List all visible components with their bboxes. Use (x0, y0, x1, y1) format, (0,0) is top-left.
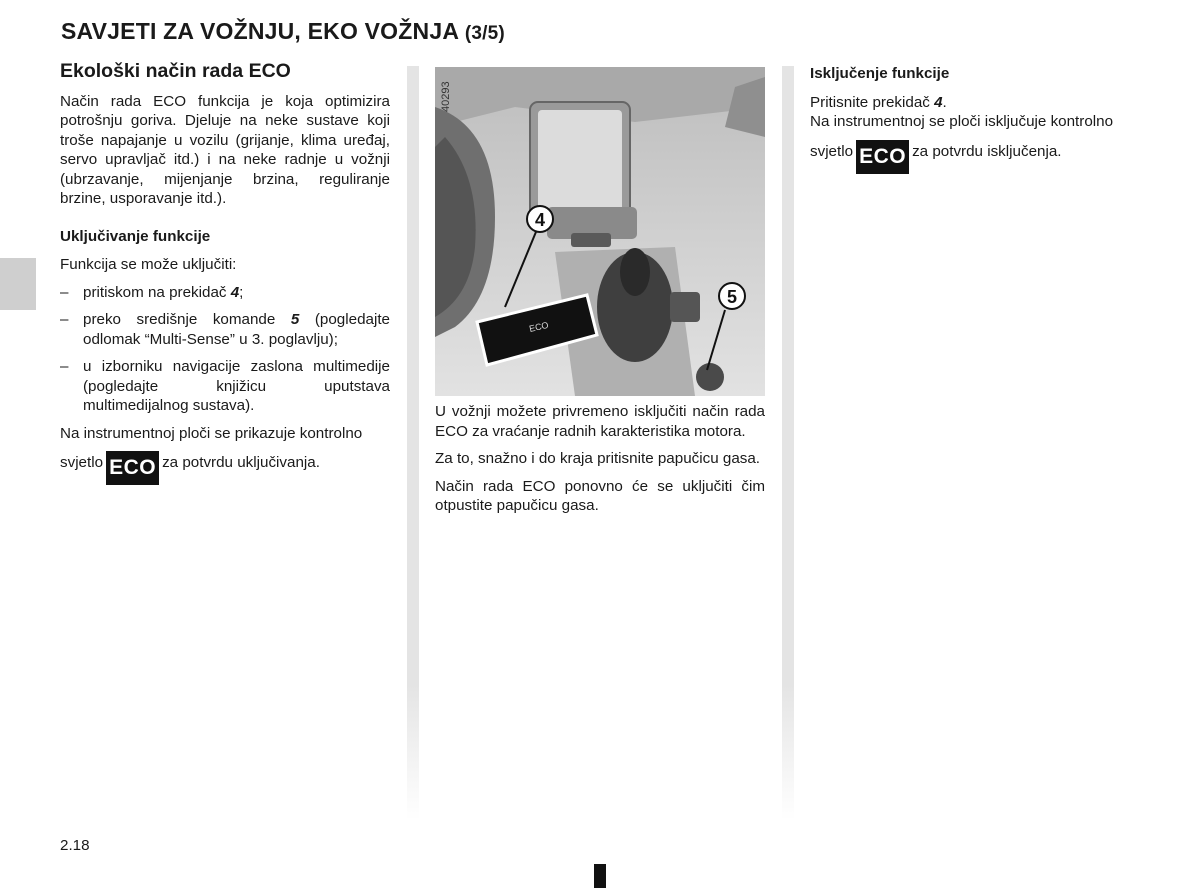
activation-list (60, 283, 390, 416)
press-instruction (810, 93, 1150, 113)
press-text: Pritisnite prekidač (810, 93, 935, 111)
list-item (60, 310, 390, 349)
list-item-end: (pogledajte odlomak “Multi-Sense” u 3. poglavlju); (83, 311, 390, 348)
list-item-end: ; (239, 283, 244, 301)
dash-marker: – (60, 311, 69, 328)
deactivation-heading: Isključenje funkcije (810, 65, 950, 82)
dash-marker: – (60, 358, 69, 375)
page-number: 2.18 (60, 837, 90, 854)
dashboard-illustration (435, 67, 765, 396)
section-heading: Ekološki način rada ECO (60, 60, 291, 82)
list-item (60, 283, 390, 303)
paragraph: Način rada ECO ponovno će se uključiti čim otpustite papučicu gasa. (435, 477, 765, 514)
callout-5: 5 (726, 287, 738, 307)
left-column (60, 60, 390, 493)
list-item-text: pritiskom na prekidač (83, 283, 231, 301)
middle-column (435, 402, 765, 524)
light-prefix: svjetlo (810, 142, 854, 160)
warning-light-line (60, 451, 390, 485)
paragraph: Za to, snažno i do kraja pritisnite papučicu gasa. (435, 450, 761, 467)
callout-4: 4 (534, 210, 546, 230)
footer-mark (594, 864, 606, 888)
switch-reference: 4 (230, 283, 240, 301)
column-divider-left (407, 66, 419, 820)
eco-warning-light-icon: ECO (856, 140, 909, 174)
page-title (61, 18, 505, 45)
right-column (810, 64, 1150, 182)
activation-heading: Uključivanje funkcije (60, 227, 211, 245)
press-end: . (942, 93, 947, 111)
list-item-text: u izborniku navigacije zaslona multimedije (pogledajte knjižicu uputstava multimedijalnog sustava). (83, 358, 390, 414)
activation-intro: Funkcija se može uključiti: (60, 256, 237, 273)
switch-reference: 4 (934, 93, 943, 111)
eco-warning-light-icon: ECO (106, 451, 159, 485)
eco-button-label: ECO (528, 319, 550, 334)
panel-text: Na instrumentnoj ploči se prikazuje kontrolno (60, 424, 363, 442)
list-item-text: preko središnje komande (83, 311, 291, 328)
paragraph: U vožnji možete privremeno isključiti način rada ECO za vraćanje radnih karakteristika motora. (435, 403, 765, 440)
column-divider-right (782, 66, 794, 820)
light-suffix: za potvrdu isključenja. (912, 142, 1062, 160)
page-title-text: SAVJETI ZA VOŽNJU, EKO VOŽNJA (61, 18, 459, 44)
dash-marker: – (60, 283, 69, 301)
dashboard-drawing (435, 67, 765, 396)
light-prefix: svjetlo (60, 454, 104, 471)
intro-paragraph: Način rada ECO funkcija je koja optimizira potrošnju goriva. Djeluje na neke sustave koji troše napajanje u vozilu (grijanje, klima uređaj, servo upravljač itd.) i na neke radnje u vožnji (ubrzavanje, mijenjanje brzina, reguliranje brzine, usporavanje itd.). (60, 92, 390, 207)
figure-number: 40293 (440, 81, 452, 112)
control-reference: 5 (290, 311, 300, 328)
warning-light-line (810, 140, 1150, 174)
light-suffix: za potvrdu uključivanja. (162, 454, 320, 471)
chapter-tab (0, 258, 36, 310)
list-item (60, 357, 390, 416)
page-part: (3/5) (464, 23, 505, 44)
panel-text: Na instrumentnoj se ploči isključuje kontrolno (810, 113, 1114, 130)
